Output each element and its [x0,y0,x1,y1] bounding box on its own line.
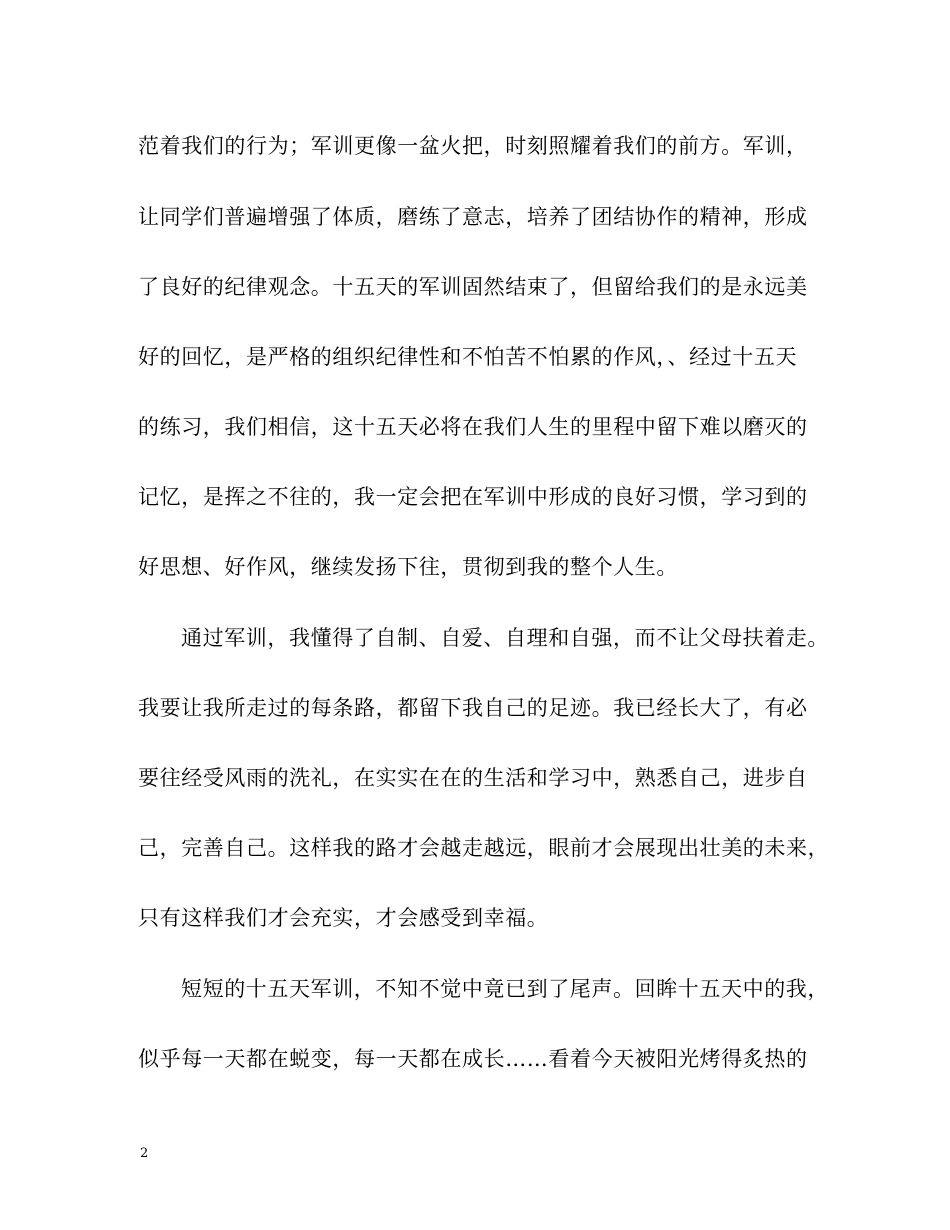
text-line-10: 要往经受风雨的洗礼，在实实在在的生活和学习中，熟悉自己，进步自 [138,766,808,790]
text-line-1: 范着我们的行为；军训更像一盆火把，时刻照耀着我们的前方。军训， [138,134,808,158]
text-line-2: 让同学们普遍增强了体质，磨练了意志，培养了团结协作的精神，形成 [138,205,808,229]
text-line-7: 好思想、好作风，继续发扬下往，贯彻到我的整个人生。 [138,555,678,579]
text-line-5: 的练习，我们相信，这十五天必将在我们人生的里程中留下难以磨灭的 [138,415,808,439]
text-line-11: 己，完善自己。这样我的路才会越走越远，眼前才会展现出壮美的未来， [138,836,830,860]
text-line-3: 了良好的纪律观念。十五天的军训固然结束了，但留给我们的是永远美 [138,275,808,299]
text-line-14: 似乎每一天都在蜕变，每一天都在成长……看着今天被阳光烤得炙热的 [138,1047,808,1071]
text-line-4: 好的回忆，是严格的组织纪律性和不怕苦不怕累的作风，、经过十五天 [138,345,798,369]
paragraph-start-line-13: 短短的十五天军训，不知不觉中竟已到了尾声。回眸十五天中的我， [181,977,829,1001]
paragraph-start-line-8: 通过军训，我懂得了自制、自爱、自理和自强，而不让父母扶着走。 [181,626,829,650]
text-line-9: 我要让我所走过的每条路，都留下我自己的足迹。我已经长大了，有必 [138,696,808,720]
page-number: 2 [140,1146,149,1161]
text-line-12: 只有这样我们才会充实，才会感受到幸福。 [138,906,549,930]
text-line-6: 记忆，是挥之不往的，我一定会把在军训中形成的良好习惯，学习到的 [138,485,808,509]
